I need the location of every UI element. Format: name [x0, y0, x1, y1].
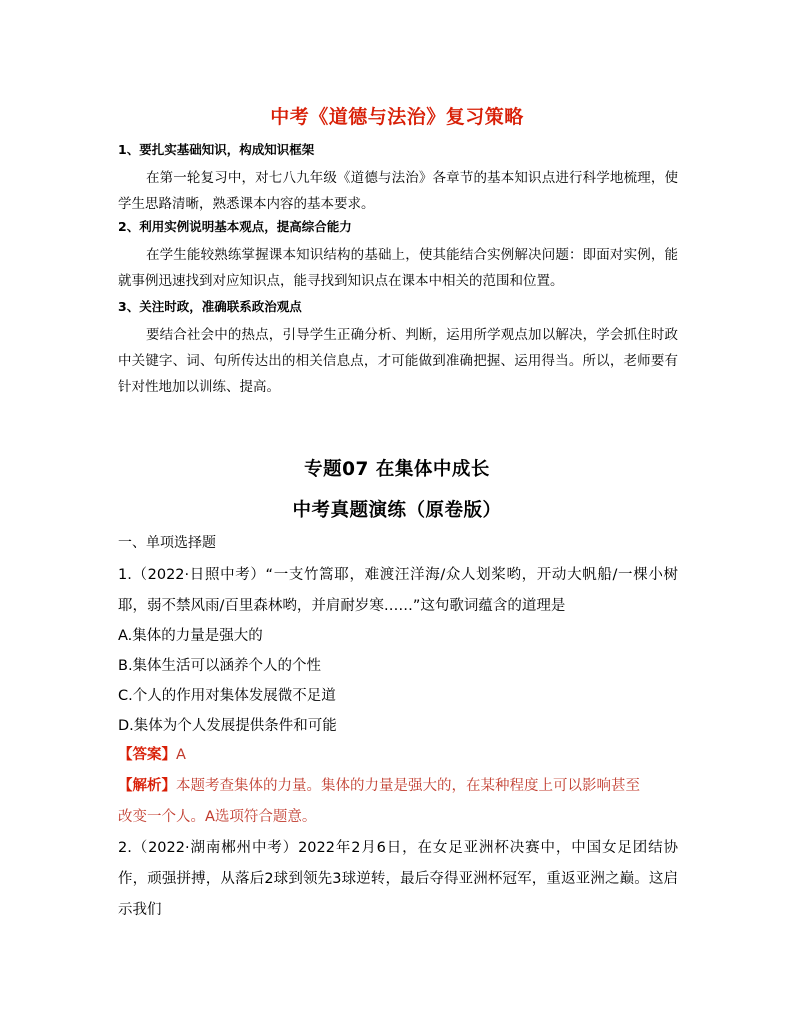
- analysis-text-1: 本题考查集体的力量。集体的力量是强大的，在某种程度上可以影响甚至: [176, 778, 640, 794]
- question-1-option-b: B.集体生活可以涵养个人的个性: [118, 658, 322, 674]
- analysis-line-1: [118, 771, 678, 802]
- question-1-stem: 1.（2022·日照中考）“一支竹篙耶，难渡汪洋海/众人划桨哟，开动大帆船/一棵小树耶，弱不禁风雨/百里森林哟，并肩耐岁寒……”这句歌词蕴含的道理是: [118, 567, 678, 614]
- strategy-body-3: 要结合社会中的热点，引导学生正确分析、判断，运用所学观点加以解决，学会抓住时政中关键字、词、句所传达出的相关信息点，才可能做到准确把握、运用得当。所以，老师要有针对性地加以训练、提高。: [118, 327, 678, 395]
- question-1-option-a: A.集体的力量是强大的: [118, 628, 263, 644]
- strategy-heading-2: 2、利用实例说明基本观点，提高综合能力: [118, 219, 352, 234]
- analysis-label: 【解析】: [118, 778, 176, 794]
- topic-title: 专题07 在集体中成长: [304, 459, 490, 480]
- strategy-body-2: 在学生能较熟练掌握课本知识结构的基础上，使其能结合实例解决问题：即面对实例，能就事例迅速找到对应知识点，能寻找到知识点在课本中相关的范围和位置。: [118, 247, 678, 289]
- answer-label: 【答案】: [118, 747, 176, 763]
- analysis-line-2: 改变一个人。A选项符合题意。: [118, 809, 317, 825]
- strategy-heading-3: 3、关注时政，准确联系政治观点: [118, 299, 302, 314]
- strategy-body-1: 在第一轮复习中，对七八九年级《道德与法治》各章节的基本知识点进行科学地梳理，使学生思路清晰，熟悉课本内容的基本要求。: [118, 170, 678, 212]
- page-title: 中考《道德与法治》复习策略: [270, 106, 524, 128]
- answer-value: A: [176, 747, 186, 763]
- question-1-option-c: C.个人的作用对集体发展微不足道: [118, 688, 336, 704]
- strategy-heading-1: 1、要扎实基础知识，构成知识框架: [118, 142, 315, 157]
- question-2-stem: 2.（2022·湖南郴州中考）2022年2月6日，在女足亚洲杯决赛中，中国女足团结协作，顽强拼搏，从落后2球到领先3球逆转，最后夺得亚洲杯冠军，重返亚洲之巅。这启示我们: [118, 840, 678, 918]
- section-label: 一、单项选择题: [118, 535, 216, 551]
- answer-line: [118, 740, 678, 771]
- topic-subtitle: 中考真题演练（原卷版）: [292, 500, 502, 521]
- question-1-option-d: D.集体为个人发展提供条件和可能: [118, 718, 337, 734]
